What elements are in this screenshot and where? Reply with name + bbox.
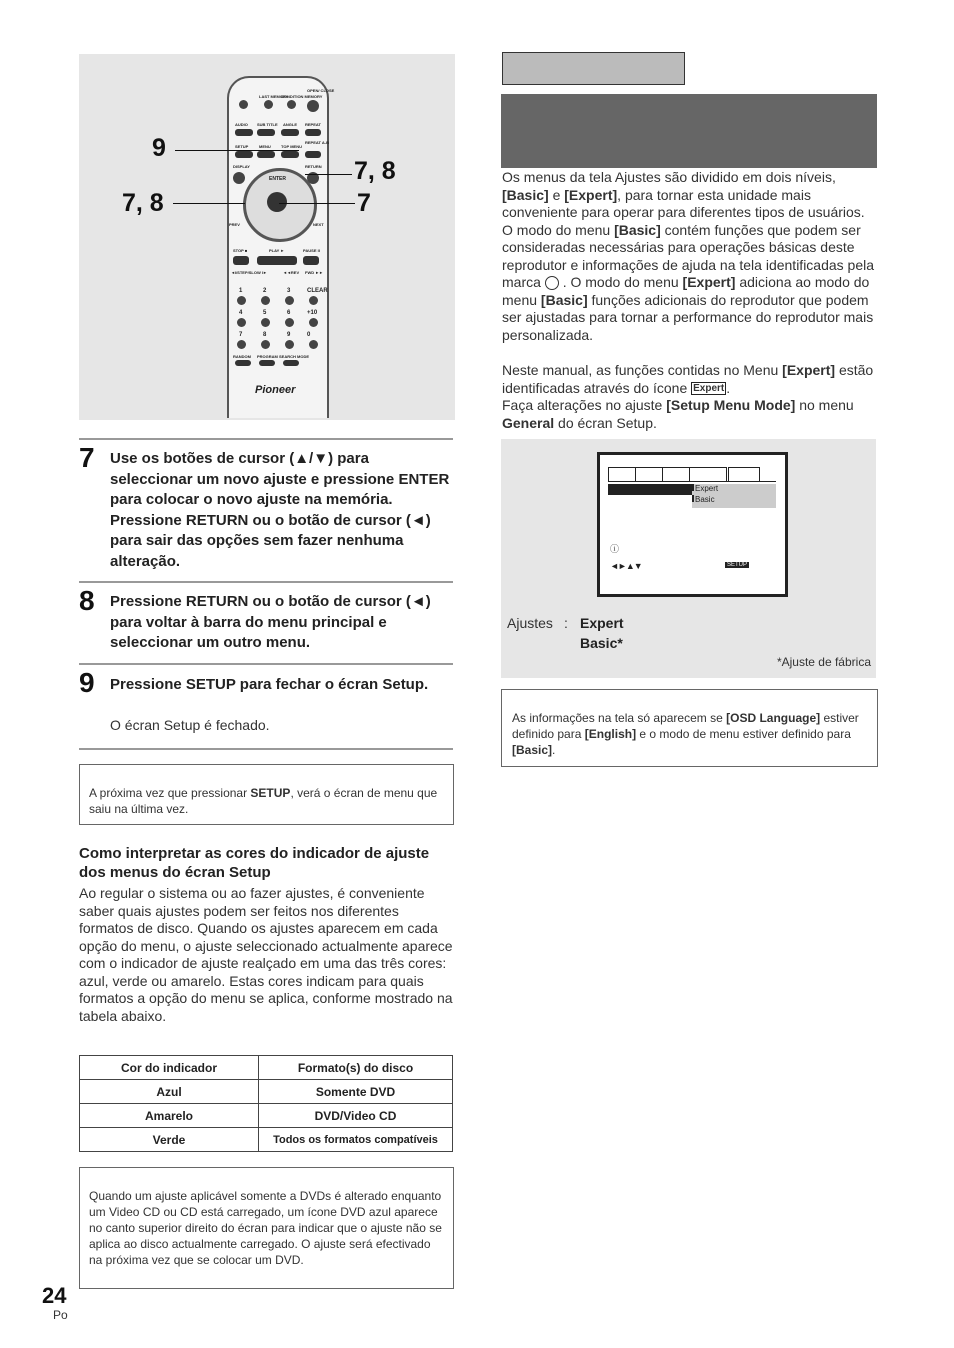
repeat-ab-button [305,151,321,158]
number-key-label: CLEAR [307,288,328,294]
table-header: Formato(s) do disco [259,1056,453,1080]
number-key [237,340,246,349]
selected-menu-row [608,484,692,495]
remote-control [227,76,335,418]
search-mode-button [283,360,299,366]
program-label: PROGRAM [257,354,278,359]
divider [79,663,453,665]
audio-button [235,129,253,136]
number-key [309,340,318,349]
table-cell: Azul [80,1080,259,1104]
number-key-label: +10 [307,310,318,316]
table-cell: Verde [80,1128,259,1152]
audio-label: AUDIO [235,122,248,127]
setup-mode-paragraph: Faça alterações no ajuste [Setup Menu Mode] no menu General do écran Setup. [502,397,854,431]
settings-label: Ajustes [507,615,553,631]
setup-badge: SETUP [727,562,748,568]
step-8-text: Pressione RETURN ou o botão de cursor (◄) para voltar à barra do menu principal e seleccionar um outro menu. [110,593,431,651]
table-cell: DVD/Video CD [259,1104,453,1128]
number-key-label: 4 [239,310,243,316]
section-heading: Como interpretar as cores do indicador de ajuste dos menus do écran Setup [79,845,430,881]
factory-default-note: *Ajuste de fábrica [776,655,871,669]
setup-label: SETUP [235,144,249,149]
repeat-ab-label: REPEAT A-B [305,140,329,145]
info-icon: ⓘ [610,544,620,554]
enter-button [267,192,287,212]
search-mode-label: SEARCH MODE [279,354,310,359]
pause-label: PAUSE II [303,248,320,253]
repeat-button [305,129,321,136]
number-key-label: 7 [239,332,243,338]
number-key-label: 6 [287,310,291,316]
tab [608,467,636,481]
number-key [261,296,270,305]
section-body: Ao regular o sistema ou ao fazer ajustes, é conveniente saber quais ajustes podem ser feitos nos diferentes formatos de disco. Quando os ajustes aparecem em cada opção do menu, o ajuste seleccionado actualmente aparece com o indicador de ajuste realçado em uma das três cores: azul, verde ou amarelo. Estas cores indicam para quais formatos a opção do menu se aplica, conforme mostrado na tabela abaixo. [79,885,453,1024]
callout-line-7-8-left [173,203,245,204]
number-key-label: 8 [263,332,267,338]
pause-button [303,256,319,265]
note-setup-text: A próxima vez que pressionar SETUP, verá o écran de menu que saiu na última vez. [89,786,438,816]
return-label: RETURN [305,164,322,169]
last-memory-label: LAST MEMORY [259,94,289,99]
number-key [285,318,294,327]
setting-value-basic: Basic* [580,635,623,651]
menu-button [257,151,275,158]
intro-paragraph: Os menus da tela Ajustes são dividido em dois níveis, [Basic] e [Expert], para tornar esta unidade mais conveniente para operar para diferentes tipos de usuários. O modo do menu [Basic] contém funções que podem ser consideradas necessárias para operações básicas deste reprodutor e informações de ajuda na tela identificadas pela marca . O modo do menu [Expert] adiciona ao modo do menu [Basic] funções adicionais do reprodutor que podem ser ajustadas para tornar a performance do reprodutor mais personalizada. [502,169,875,343]
stop-label: STOP ■ [233,248,248,253]
note-box-osd [501,689,878,767]
section-banner [501,94,877,168]
repeat-label: REPEAT [305,122,321,127]
number-key [309,296,318,305]
note-box-dvd [79,1167,454,1289]
angle-label: ANGLE [283,122,297,127]
number-key [309,318,318,327]
page-number: 24 [42,1283,67,1308]
callout-7: 7 [357,189,371,217]
tab-general [728,467,760,481]
angle-button [281,129,299,136]
step-9-subtext: O écran Setup é fechado. [110,717,270,733]
step-7-number: 7 [79,442,95,473]
step-9-number: 9 [79,667,95,698]
play-label: PLAY ► [269,248,285,253]
number-key-label: 5 [263,310,267,316]
prev-label: PREV [229,222,240,227]
callout-line-9 [175,150,299,151]
fwd-label: FWD ►► [305,270,324,275]
expert-paragraph: Neste manual, as funções contidas no Menu [Expert] estão identificadas através do ícone Expert . [502,362,874,396]
step-8-number: 8 [79,585,95,616]
option-basic: Basic [692,495,715,504]
number-key-label: 2 [263,288,267,294]
setup-screen [597,452,788,597]
number-key [261,340,270,349]
power-button [239,100,248,109]
step-9-text: Pressione SETUP para fechar o écran Setup. [110,676,429,693]
callout-line-7-8-right [305,174,352,175]
stop-button [233,256,249,265]
tab [635,467,663,481]
remote-illustration-panel [79,54,455,420]
setup-button [235,151,253,158]
step-slow-label: ◄I/STEP/SLOW I► [231,270,267,275]
pioneer-logo: Pioneer [255,384,296,396]
table-cell: Amarelo [80,1104,259,1128]
callout-7-8-left: 7, 8 [122,189,164,217]
rev-label: ◄◄REV [283,270,300,275]
callout-9: 9 [152,134,166,162]
condition-memory-button [287,100,296,109]
open-close-label: OPEN/ CLOSE [307,88,335,93]
play-button [257,256,297,265]
help-mark-icon [545,276,559,290]
divider [79,748,453,750]
setup-screen-panel [501,439,876,678]
condition-memory-label: CONDITION MEMORY [281,94,323,99]
number-key-label: 1 [239,288,243,294]
number-key-label: 0 [307,332,311,338]
table-cell: Todos os formatos compatíveis [259,1128,453,1152]
enter-label: ENTER [269,176,286,182]
color-format-table [79,1055,453,1152]
number-key [237,318,246,327]
divider [79,581,453,583]
open-close-button [307,100,319,112]
note-dvd-text: Quando um ajuste aplicável somente a DVDs é alterado enquanto um Video CD ou CD está carregado, um ícone DVD azul aparece no canto superior direito do écran para indicar que o ajuste não se aplica ao disco actualmente carregado. O ajuste será efectivado na próxima vez que se colocar um DVD. [89,1189,442,1267]
page-language: Po [53,1308,68,1322]
section-tab [502,52,685,85]
number-key [261,318,270,327]
settings-colon: : [564,615,568,631]
setting-value-expert: Expert [580,615,624,631]
random-button [235,360,251,366]
table-cell: Somente DVD [259,1080,453,1104]
display-label: DISPLAY [233,164,250,169]
expert-icon: Expert [693,383,725,395]
option-expert: Expert [692,484,718,493]
top-menu-label: TOP MENU [281,144,302,149]
last-memory-button [264,100,273,109]
callout-7-8-right: 7, 8 [354,157,396,185]
number-key-label: 9 [287,332,291,338]
tab-bar [608,467,776,482]
callout-line-7 [279,203,355,204]
number-key [285,340,294,349]
next-label: NEXT [313,222,324,227]
tab [689,467,727,481]
number-key [237,296,246,305]
note-osd-text: As informações na tela só aparecem se [OSD Language] estiver definido para [English] e o modo de menu estiver definido para [Basic]. [512,711,859,757]
step-7-text: Use os botões de cursor (▲/▼) para seleccionar um novo ajuste e pressione ENTER para colocar o novo ajuste na memória. Pressione RETURN ou o botão de cursor (◄) para sair das opções sem fazer nenhuma alteração. [110,450,450,570]
display-button [233,172,245,184]
divider [79,438,453,440]
number-key [285,296,294,305]
program-button [259,360,275,366]
table-header: Cor do indicador [80,1056,259,1080]
top-menu-button [281,151,299,158]
tab [662,467,690,481]
subtitle-button [257,129,275,136]
note-box-setup [79,764,454,825]
subtitle-label: SUB TITLE [257,122,278,127]
menu-label: MENU [259,144,271,149]
random-label: RANDOM [233,354,251,359]
nav-arrows-icon: ◄►▲▼ [610,561,642,571]
number-key-label: 3 [287,288,291,294]
